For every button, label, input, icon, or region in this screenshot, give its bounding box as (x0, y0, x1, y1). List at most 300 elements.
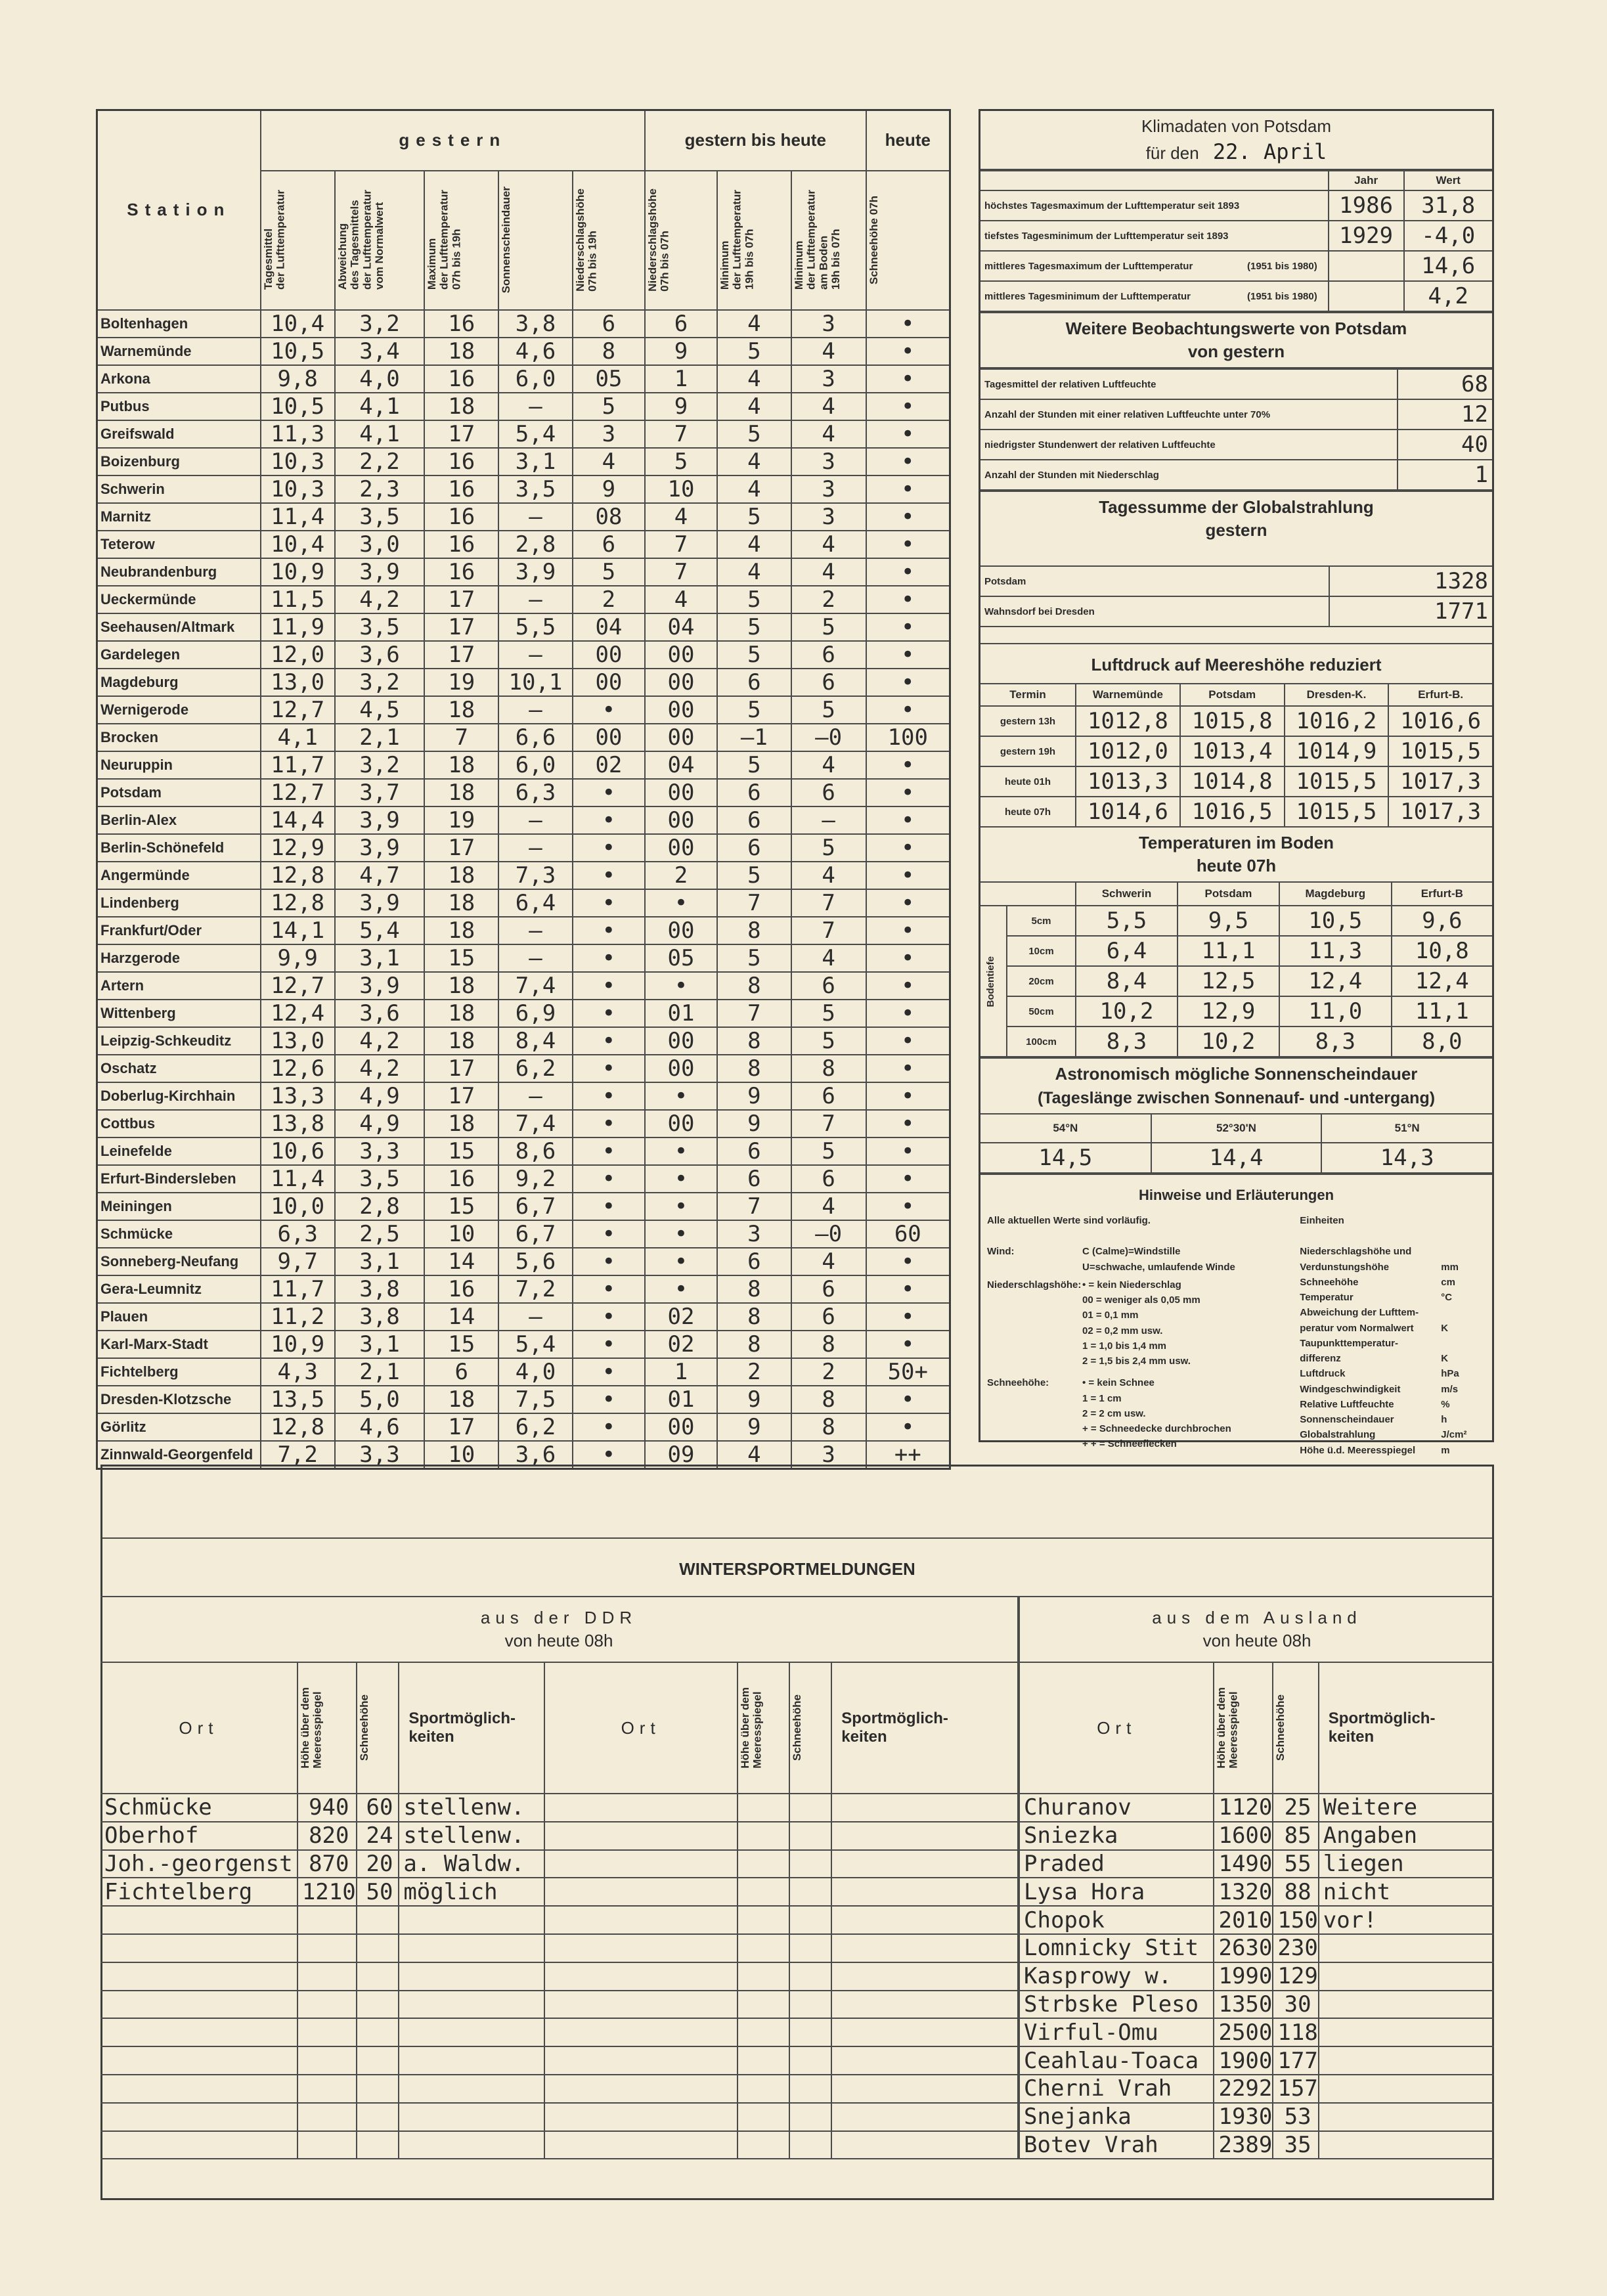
station-value: 9,2 (498, 1165, 573, 1193)
ddr-cell: 50 (357, 1878, 399, 1906)
station-value: 6,2 (498, 1055, 573, 1082)
station-value: 6,3 (498, 779, 573, 806)
ddr-row (100, 1962, 1018, 1991)
station-value: 17 (424, 586, 498, 613)
station-value: 18 (424, 696, 498, 724)
niederschlag-note: 1 = 1,0 bis 1,4 mm (1082, 1340, 1166, 1352)
luftdruck-termin: heute 07h (980, 797, 1076, 827)
station-row (97, 586, 950, 613)
station-value: 18 (424, 751, 498, 779)
station-value: 4 (791, 338, 866, 365)
empty-cell (544, 2131, 737, 2159)
station-value: 8 (791, 1386, 866, 1413)
empty-cell (737, 2131, 790, 2159)
ausland-cell: Weitere (1319, 1794, 1494, 1822)
empty-cell (544, 2018, 737, 2046)
station-row (97, 1165, 950, 1193)
station-value: – (498, 944, 573, 972)
ausland-row (1019, 1794, 1494, 1822)
station-value: 5 (791, 834, 866, 862)
klima-jahr (1329, 281, 1404, 311)
boden-header: Potsdam (1178, 882, 1279, 906)
station-value: 4 (791, 393, 866, 420)
ort-header (544, 1662, 737, 1794)
station-row (97, 917, 950, 944)
luftdruck-value: 1014,9 (1285, 736, 1389, 766)
station-value: 8 (717, 1331, 791, 1358)
schnee-header (357, 1662, 399, 1794)
luftdruck-value: 1017,3 (1388, 766, 1492, 797)
klima-label (980, 221, 1329, 251)
station-value: 18 (424, 1110, 498, 1137)
station-name: Berlin-Schönefeld (97, 834, 261, 862)
empty-cell (357, 2018, 399, 2046)
empty-cell (100, 1934, 297, 1962)
empty-cell (100, 2018, 297, 2046)
station-value: 10 (424, 1220, 498, 1248)
station-value: 11,7 (261, 1275, 335, 1303)
station-value: • (573, 1248, 645, 1275)
station-value: 10 (645, 475, 717, 503)
station-value: 17 (424, 613, 498, 641)
luftdruck-header: Dresden-K. (1285, 684, 1389, 706)
boden-section (980, 828, 1492, 881)
boden-depth: 10cm (1007, 936, 1076, 966)
empty-cell (831, 1850, 1018, 1878)
station-value: 6,7 (498, 1193, 573, 1220)
ort-header (1019, 1662, 1214, 1794)
ddr-cell: Fichtelberg (100, 1878, 297, 1906)
station-value: 4 (717, 365, 791, 393)
empty-cell (357, 2075, 399, 2103)
station-value: 9 (645, 338, 717, 365)
station-value: 3,8 (498, 310, 573, 338)
station-value: 3,2 (335, 669, 425, 696)
station-value: 2 (645, 862, 717, 889)
einheit-row (1300, 1290, 1486, 1305)
niederschlag-note: 00 = weniger als 0,05 mm (1082, 1294, 1200, 1306)
station-value: 05 (645, 944, 717, 972)
station-value: 12,8 (261, 1413, 335, 1441)
empty-cell (100, 1991, 297, 2019)
station-value: 4 (717, 310, 791, 338)
station-value: 2 (791, 586, 866, 613)
weitere-row (980, 399, 1492, 430)
station-value: • (866, 834, 950, 862)
empty-cell (297, 2103, 357, 2131)
station-value: 5 (717, 641, 791, 669)
schnee-note: + = Schneedecke durchbrochen (1082, 1423, 1231, 1434)
station-value: • (866, 1055, 950, 1082)
station-value: 4 (717, 475, 791, 503)
ddr-row (100, 2018, 1018, 2046)
empty-cell (297, 1906, 357, 1934)
empty-cell (831, 2075, 1018, 2103)
station-value: 15 (424, 1137, 498, 1165)
empty-cell (544, 2046, 737, 2075)
station-value: • (573, 889, 645, 917)
station-value: 7 (645, 558, 717, 586)
global-label: Potsdam (980, 566, 1329, 596)
station-value: – (498, 641, 573, 669)
ddr-row (100, 1850, 1018, 1878)
station-value: • (645, 1137, 717, 1165)
station-value: 17 (424, 420, 498, 448)
station-value: 7,3 (498, 862, 573, 889)
global-title: Tagessumme der Globalstrahlung (1099, 497, 1374, 518)
empty-cell (399, 2046, 544, 2075)
station-value: • (866, 1248, 950, 1275)
station-value: ++ (866, 1441, 950, 1469)
ort-header-text: Ort (1097, 1717, 1137, 1738)
station-value: 4 (717, 531, 791, 558)
station-value: 4 (791, 1248, 866, 1275)
station-value: • (573, 696, 645, 724)
station-row (97, 531, 950, 558)
klima-wert: -4,0 (1404, 221, 1493, 251)
station-value: 10,5 (261, 338, 335, 365)
empty-cell (831, 2046, 1018, 2075)
weitere-wert: 1 (1398, 460, 1492, 490)
station-value: 4 (791, 862, 866, 889)
ddr-row (100, 2075, 1018, 2103)
station-value: 7,4 (498, 1110, 573, 1137)
station-value: 13,8 (261, 1110, 335, 1137)
empty-cell (100, 2046, 297, 2075)
station-value: 3 (791, 1441, 866, 1469)
ausland-row (1019, 2103, 1494, 2131)
global-subtitle: gestern (1205, 520, 1267, 541)
station-value: • (573, 1331, 645, 1358)
station-row (97, 1137, 950, 1165)
schnee-note: • = kein Schnee (1082, 1377, 1155, 1389)
luftdruck-value: 1017,3 (1388, 797, 1492, 827)
ausland-cell: 177 (1273, 2046, 1318, 2075)
station-value: • (866, 503, 950, 531)
empty-cell (297, 2131, 357, 2159)
station-value: • (573, 917, 645, 944)
luftdruck-termin: heute 01h (980, 766, 1076, 797)
station-value: • (573, 944, 645, 972)
station-value: • (866, 1193, 950, 1220)
empty-cell (357, 2131, 399, 2159)
empty-cell (789, 2075, 831, 2103)
klima-label (980, 190, 1329, 221)
boden-value: 6,4 (1076, 936, 1178, 966)
empty-cell (399, 2103, 544, 2131)
station-value: 13,5 (261, 1386, 335, 1413)
ddr-cell: Joh.-georgenst (100, 1850, 297, 1878)
klima-wert: 31,8 (1404, 190, 1493, 221)
station-row (97, 1220, 950, 1248)
station-value: 6 (573, 310, 645, 338)
station-value: • (645, 1165, 717, 1193)
luftdruck-value: 1015,5 (1285, 797, 1389, 827)
station-row (97, 365, 950, 393)
station-value: 3,3 (335, 1137, 425, 1165)
station-value: • (866, 531, 950, 558)
ddr-row (100, 2046, 1018, 2075)
einheit-row (1300, 1260, 1486, 1275)
station-value: • (573, 1055, 645, 1082)
station-value: 5 (573, 393, 645, 420)
empty-cell (297, 1934, 357, 1962)
station-name: Plauen (97, 1303, 261, 1331)
empty-cell (544, 1878, 737, 1906)
schnee-label: Schneehöhe: (987, 1377, 1049, 1389)
klima-wert: 14,6 (1404, 251, 1493, 281)
empty-cell (737, 1794, 790, 1822)
boden-row (980, 906, 1492, 936)
station-value: 4,9 (335, 1082, 425, 1110)
empty-cell (831, 1822, 1018, 1850)
station-value: • (645, 972, 717, 1000)
station-row (97, 834, 950, 862)
station-value: • (866, 338, 950, 365)
boden-header: Erfurt-B (1392, 882, 1492, 906)
station-value: 4 (791, 944, 866, 972)
station-value: 4,2 (335, 1055, 425, 1082)
station-value: 04 (645, 613, 717, 641)
station-value: 6 (791, 1303, 866, 1331)
einheit-unit: K (1441, 1353, 1449, 1364)
empty-cell (789, 1878, 831, 1906)
empty-cell (544, 1822, 737, 1850)
empty-cell (831, 2131, 1018, 2159)
weitere-wert: 40 (1398, 430, 1492, 460)
global-row (980, 596, 1492, 627)
ddr-title: aus der DDR (480, 1607, 638, 1627)
schnee-header-text: Schneehöhe (357, 1694, 370, 1761)
luftdruck-value: 1016,5 (1180, 797, 1285, 827)
column-header (717, 171, 791, 310)
hoehe-header-text: Höhe über dem Meeresspiegel (1215, 1687, 1241, 1769)
weitere-row (980, 369, 1492, 399)
station-value: • (573, 1441, 645, 1469)
station-value: 5,4 (498, 420, 573, 448)
empty-cell (737, 1991, 790, 2019)
station-name: Erfurt-Bindersleben (97, 1165, 261, 1193)
luftdruck-title: Luftdruck auf Meereshöhe reduziert (1091, 655, 1382, 675)
empty-cell (297, 1991, 357, 2019)
ausland-cell: 1600 (1214, 1822, 1273, 1850)
hinweise-title: Hinweise und Erläuterungen (1138, 1187, 1334, 1204)
station-value: 7 (645, 531, 717, 558)
boden-depth: 100cm (1007, 1027, 1076, 1057)
station-value: – (498, 586, 573, 613)
hoehe-header-text: Höhe über dem Meeresspiegel (298, 1687, 324, 1769)
einheit-label: Verdunstungshöhe (1300, 1261, 1390, 1273)
station-value: 01 (645, 1000, 717, 1027)
station-value: 00 (645, 1055, 717, 1082)
gestern-bis-heute-header: gestern bis heute (645, 110, 866, 171)
ausland-cell (1319, 1934, 1494, 1962)
station-value: 5 (717, 613, 791, 641)
station-value: 16 (424, 310, 498, 338)
station-value: 8 (717, 1303, 791, 1331)
station-name: Doberlug-Kirchhain (97, 1082, 261, 1110)
station-row (97, 669, 950, 696)
column-header-label: Niederschlagshöhe 07h bis 19h (573, 188, 599, 292)
station-value: • (573, 862, 645, 889)
station-row (97, 1027, 950, 1055)
astro-section (980, 1057, 1492, 1113)
station-value: 3,9 (335, 806, 425, 834)
station-value: • (573, 806, 645, 834)
luftdruck-termin: gestern 13h (980, 706, 1076, 736)
boden-value: 12,5 (1178, 966, 1279, 996)
station-value: 4 (791, 558, 866, 586)
boden-value: 12,9 (1178, 996, 1279, 1027)
station-value: 2,2 (335, 448, 425, 475)
ort-header (100, 1662, 297, 1794)
empty-cell (789, 1906, 831, 1934)
station-value: 16 (424, 475, 498, 503)
station-value: 6 (717, 806, 791, 834)
station-name: Boltenhagen (97, 310, 261, 338)
empty-cell (100, 1906, 297, 1934)
station-value: • (866, 420, 950, 448)
station-value: 5 (791, 1000, 866, 1027)
station-name: Görlitz (97, 1413, 261, 1441)
station-value: 6 (791, 1082, 866, 1110)
station-value: 00 (573, 641, 645, 669)
column-header (261, 171, 335, 310)
station-value: 2,8 (335, 1193, 425, 1220)
sport-header (399, 1662, 544, 1794)
station-name: Wittenberg (97, 1000, 261, 1027)
station-row (97, 1386, 950, 1413)
ausland-cell: 1930 (1214, 2103, 1273, 2131)
wind-note: U=schwache, umlaufende Winde (1082, 1261, 1235, 1273)
station-name: Greifswald (97, 420, 261, 448)
station-value: 00 (645, 1110, 717, 1137)
ddr-row (100, 1934, 1018, 1962)
einheit-label: Taupunkttemperatur- (1300, 1337, 1398, 1349)
empty-cell (789, 1822, 831, 1850)
station-row (97, 889, 950, 917)
weitere-label: Anzahl der Stunden mit Niederschlag (980, 460, 1398, 490)
klima-label-text: mittleres Tagesmaximum der Lufttemperatur (984, 260, 1193, 272)
station-value: 18 (424, 1386, 498, 1413)
empty-cell (789, 2103, 831, 2131)
ausland-cell: 88 (1273, 1878, 1318, 1906)
empty-cell (831, 1934, 1018, 1962)
boden-row (980, 966, 1492, 996)
einheit-row (1300, 1366, 1486, 1381)
global-label: Wahnsdorf bei Dresden (980, 596, 1329, 627)
station-value: 8 (791, 1413, 866, 1441)
station-row (97, 1000, 950, 1027)
empty-cell (737, 2075, 790, 2103)
station-row (97, 393, 950, 420)
boden-value: 12,4 (1392, 966, 1492, 996)
ausland-cell: Chopok (1019, 1906, 1214, 1934)
station-value: 13,0 (261, 669, 335, 696)
empty-cell (737, 1850, 790, 1878)
station-value: • (573, 779, 645, 806)
station-name: Schwerin (97, 475, 261, 503)
station-value: 18 (424, 862, 498, 889)
ausland-cell: 2010 (1214, 1906, 1273, 1934)
station-value: 3,9 (335, 558, 425, 586)
hinweise-section (980, 1174, 1492, 1457)
boden-corner (980, 882, 1076, 906)
station-value: 5 (717, 862, 791, 889)
einheit-label: Temperatur (1300, 1292, 1354, 1303)
weitere-wert: 12 (1398, 399, 1492, 430)
station-value: – (498, 1303, 573, 1331)
station-value: 9 (717, 1413, 791, 1441)
station-value: 10,4 (261, 531, 335, 558)
station-header: Station (97, 110, 261, 310)
luftdruck-header: Termin (980, 684, 1076, 706)
station-name: Fichtelberg (97, 1358, 261, 1386)
station-value: 3 (791, 448, 866, 475)
station-value: • (866, 1137, 950, 1165)
empty-cell (544, 2075, 737, 2103)
ausland-cell: Sniezka (1019, 1822, 1214, 1850)
einheit-unit: cm (1441, 1276, 1455, 1288)
station-value: 9,9 (261, 944, 335, 972)
ausland-cell: 30 (1273, 1991, 1318, 2019)
klima-row (980, 251, 1492, 281)
station-value: 7 (645, 420, 717, 448)
einheit-row (1300, 1427, 1486, 1442)
column-header-label: Schneehöhe 07h (867, 195, 880, 285)
ausland-cell: Virful-Omu (1019, 2018, 1214, 2046)
col-wert: Wert (1404, 171, 1493, 190)
station-value: • (573, 1193, 645, 1220)
empty-cell (357, 1962, 399, 1991)
station-value: 4,1 (261, 724, 335, 751)
station-value: – (498, 696, 573, 724)
station-value: • (573, 1275, 645, 1303)
ausland-cell: Praded (1019, 1850, 1214, 1878)
ausland-row (1019, 1850, 1494, 1878)
luftdruck-table (980, 683, 1492, 828)
station-value: 7 (791, 917, 866, 944)
einheit-row (1300, 1305, 1486, 1320)
schnee-header-text: Schneehöhe (791, 1694, 804, 1761)
station-value: • (573, 1027, 645, 1055)
station-name: Sonneberg-Neufang (97, 1248, 261, 1275)
station-value: 6 (791, 972, 866, 1000)
station-value: 16 (424, 448, 498, 475)
station-value: 8 (717, 917, 791, 944)
ausland-row (1019, 2075, 1494, 2103)
ausland-row (1019, 2018, 1494, 2046)
station-name: Leinefelde (97, 1137, 261, 1165)
station-name: Frankfurt/Oder (97, 917, 261, 944)
station-name: Neuruppin (97, 751, 261, 779)
station-value: • (866, 944, 950, 972)
global-wert: 1328 (1329, 566, 1492, 596)
global-wert: 1771 (1329, 596, 1492, 627)
station-value: 18 (424, 338, 498, 365)
astro-value-row (980, 1143, 1492, 1173)
station-value: • (573, 1110, 645, 1137)
weitere-title: Weitere Beobachtungswerte von Potsdam (1065, 319, 1407, 338)
boden-subtitle: heute 07h (1196, 856, 1277, 876)
station-value: • (866, 641, 950, 669)
einheit-unit: °C (1441, 1292, 1453, 1303)
station-value: 14 (424, 1303, 498, 1331)
boden-value: 5,5 (1076, 906, 1178, 936)
column-header (791, 171, 866, 310)
luftdruck-termin: gestern 19h (980, 736, 1076, 766)
ausland-cell: 35 (1273, 2131, 1318, 2159)
